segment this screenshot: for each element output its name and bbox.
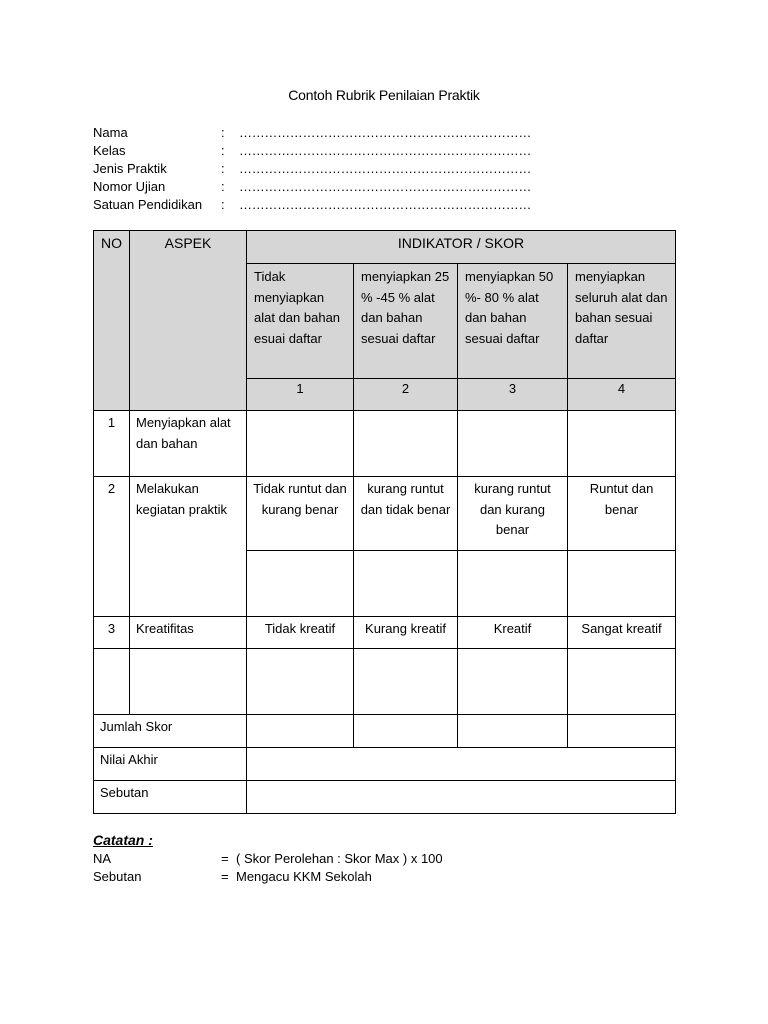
row-number: 1 <box>94 411 130 477</box>
score-label: 2 <box>354 379 458 411</box>
identity-fill-line: …………………………………………………………… <box>239 125 532 140</box>
criteria-cell: Tidak kreatif <box>247 617 354 649</box>
note-row-na <box>93 850 513 868</box>
header-no: NO <box>94 231 130 411</box>
notes-block <box>93 830 513 886</box>
identity-fill-line: …………………………………………………………… <box>239 143 532 158</box>
empty-cell <box>130 649 247 715</box>
note-equals: = <box>221 851 229 866</box>
identity-colon: : <box>221 125 225 140</box>
aspect-label: Melakukan kegiatan praktik <box>130 477 247 617</box>
notes-title: Catatan : <box>93 832 153 848</box>
empty-cell <box>94 649 130 715</box>
score-cell[interactable] <box>247 649 354 715</box>
score-cell[interactable] <box>354 649 458 715</box>
criteria-cell: Runtut dan benar <box>568 477 676 551</box>
identity-label: Kelas <box>93 143 126 158</box>
identity-fill-line: …………………………………………………………… <box>239 179 532 194</box>
identity-colon: : <box>221 161 225 176</box>
identity-label: Nomor Ujian <box>93 179 166 194</box>
criteria-cell: kurang runtut dan kurang benar <box>458 477 568 551</box>
note-label: NA <box>93 851 112 866</box>
identity-label: Nama <box>93 125 128 140</box>
criteria-cell: Sangat kreatif <box>568 617 676 649</box>
score-cell[interactable] <box>458 411 568 477</box>
aspect-label: Kreatifitas <box>130 617 247 649</box>
identity-block <box>93 124 532 214</box>
score-cell[interactable] <box>247 411 354 477</box>
header-aspek: ASPEK <box>130 231 247 411</box>
indicator-description: Tidak menyiapkan alat dan bahan esuai daftar <box>247 264 354 379</box>
identity-label: Satuan Pendidikan <box>93 197 203 212</box>
document-title: Contoh Rubrik Penilaian Praktik <box>288 87 480 103</box>
identity-fill-line: …………………………………………………………… <box>239 197 532 212</box>
score-cell[interactable] <box>354 551 458 617</box>
score-label: 4 <box>568 379 676 411</box>
note-formula: ( Skor Perolehan : Skor Max ) x 100 <box>236 851 443 866</box>
identity-colon: : <box>221 179 225 194</box>
note-label: Sebutan <box>93 869 142 884</box>
score-cell[interactable] <box>568 551 676 617</box>
row-number: 2 <box>94 477 130 617</box>
jumlah-skor-cell[interactable] <box>247 715 354 748</box>
nilai-akhir-cell[interactable] <box>247 748 676 781</box>
note-equals: = <box>221 869 229 884</box>
identity-row-nomor-ujian <box>93 178 532 196</box>
identity-row-kelas <box>93 142 532 160</box>
identity-colon: : <box>221 197 225 212</box>
criteria-cell: Kurang kreatif <box>354 617 458 649</box>
jumlah-skor-cell[interactable] <box>354 715 458 748</box>
score-label: 3 <box>458 379 568 411</box>
identity-row-jenis-praktik <box>93 160 532 178</box>
score-cell[interactable] <box>458 649 568 715</box>
sebutan-cell[interactable] <box>247 781 676 814</box>
header-indikator-skor: INDIKATOR / SKOR <box>247 231 676 264</box>
aspect-label: Menyiapkan alat dan bahan <box>130 411 247 477</box>
score-cell[interactable] <box>568 411 676 477</box>
score-label: 1 <box>247 379 354 411</box>
jumlah-skor-label: Jumlah Skor <box>94 715 247 748</box>
indicator-description: menyiapkan 50 %- 80 % alat dan bahan sesuai daftar <box>458 264 568 379</box>
identity-label: Jenis Praktik <box>93 161 167 176</box>
identity-row-satuan-pendidikan <box>93 196 532 214</box>
indicator-description: menyiapkan 25 % -45 % alat dan bahan sesuai daftar <box>354 264 458 379</box>
note-formula: Mengacu KKM Sekolah <box>236 869 372 884</box>
identity-fill-line: …………………………………………………………… <box>239 161 532 176</box>
note-row-sebutan <box>93 868 513 886</box>
nilai-akhir-label: Nilai Akhir <box>94 748 247 781</box>
score-cell[interactable] <box>247 551 354 617</box>
rubric-table <box>93 230 676 814</box>
score-cell[interactable] <box>354 411 458 477</box>
jumlah-skor-cell[interactable] <box>458 715 568 748</box>
sebutan-label: Sebutan <box>94 781 247 814</box>
jumlah-skor-cell[interactable] <box>568 715 676 748</box>
row-number: 3 <box>94 617 130 649</box>
identity-colon: : <box>221 143 225 158</box>
indicator-description: menyiapkan seluruh alat dan bahan sesuai daftar <box>568 264 676 379</box>
criteria-cell: kurang runtut dan tidak benar <box>354 477 458 551</box>
score-cell[interactable] <box>458 551 568 617</box>
score-cell[interactable] <box>568 649 676 715</box>
criteria-cell: Tidak runtut dan kurang benar <box>247 477 354 551</box>
criteria-cell: Kreatif <box>458 617 568 649</box>
identity-row-nama <box>93 124 532 142</box>
